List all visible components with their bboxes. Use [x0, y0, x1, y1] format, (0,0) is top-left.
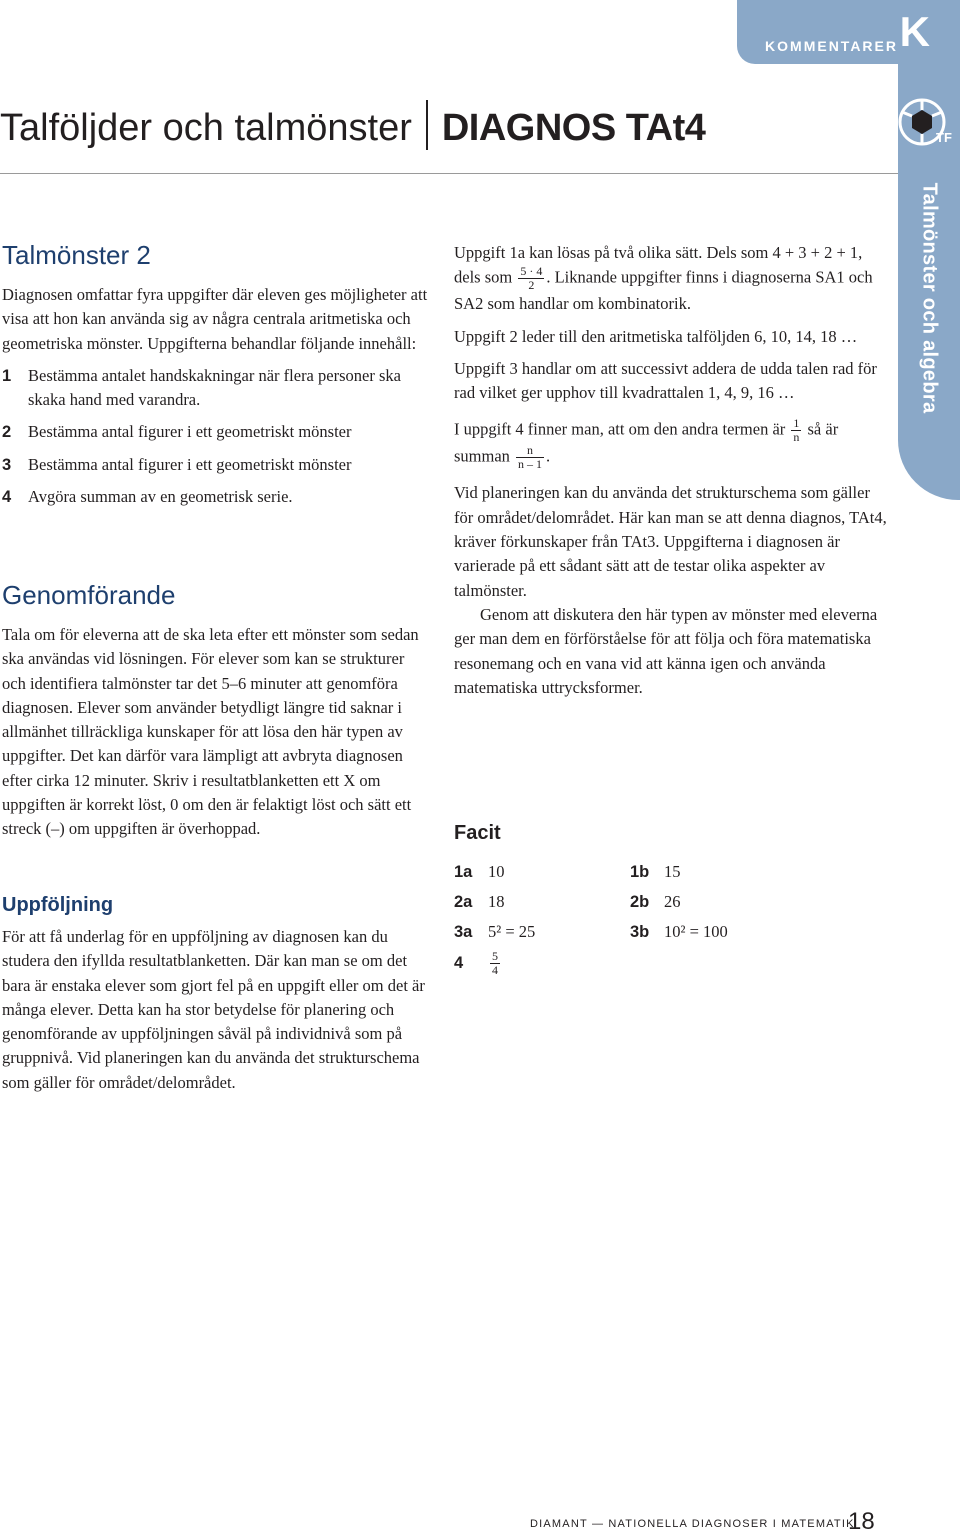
- facit-item: 1b 15: [630, 862, 681, 881]
- intro-paragraph: Diagnosen omfattar fyra uppgifter där eleven ges möjligheter att visa att hon kan använda sig av några centrala aritmetiska och geometriska mönster. Uppgifterna behandlar följande innehåll:: [2, 285, 428, 353]
- fraction: $\frac{5}{4}$: [492, 949, 498, 977]
- topic-emblem-icon: [898, 96, 950, 148]
- page-title: [0, 100, 705, 154]
- paragraph-planering: Vid planeringen kan du använda det strukturschema som gäller för området/delområdet. Här kan man se att denna diagnos, TAt4, kräver förkunskaper från TAt3. Uppgifterna i diagnosen är varierade på ett sådant sätt att de testar olika aspekter av talmönster.: [454, 483, 887, 600]
- section-genomforande: [2, 580, 432, 842]
- right-column: [454, 241, 889, 700]
- section-heading-genomforande: Genomförande: [2, 580, 176, 610]
- header-tab: [737, 0, 960, 64]
- paragraph-diskutera: Genom att diskutera den här typen av mönster med eleverna ger man dem en förförståelse för att följa och föra matematiska resonemang och en vana vid att känna igen och använda matematiska uttrycksformer.: [454, 604, 878, 697]
- fraction: $\frac{n}{n - 1}$: [518, 443, 543, 472]
- list-item: 3 Bestämma antal figurer i ett geometriskt mönster: [2, 454, 352, 474]
- facit-item: 2b 26: [630, 892, 681, 911]
- facit-heading: Facit: [454, 822, 501, 844]
- facit-item: 4 $\frac{5}{4}$: [454, 949, 498, 977]
- paragraph-uppgift4: I uppgift 4 finner man, att om den andra termen är $\frac{1}{n}$ så är summan $\frac{n}{n - 1}$ .: [454, 416, 839, 472]
- paragraph-uppgift3: Uppgift 3 handlar om att successivt addera de udda talen rad för rad vilket ger upphov till kvadrattalen 1, 4, 9, 16 …: [454, 358, 877, 403]
- section-heading-talmonster: Talmönster 2: [2, 240, 151, 270]
- title-rule: [0, 173, 900, 174]
- list-item: 2 Bestämma antal figurer i ett geometriskt mönster: [2, 422, 352, 442]
- page-title-main: Talföljder och talmönster: [0, 107, 412, 149]
- facit-item: 3a 5² = 25: [454, 922, 536, 941]
- title-divider: [426, 100, 428, 150]
- section-heading-uppfoljning: Uppföljning: [2, 894, 114, 916]
- list-item: 4 Avgöra summan av en geometrisk serie.: [2, 487, 293, 507]
- fraction: $\frac{1}{n}$: [793, 416, 800, 445]
- paragraph-uppgift2: Uppgift 2 leder till den aritmetiska talföljden 6, 10, 14, 18 …: [454, 326, 858, 346]
- genomforande-paragraph: Tala om för eleverna att de ska leta efter ett mönster som sedan ska användas vid lösningen. För elever som kan se strukturer och identifiera talmönster tar det 5–6 minuter att genomföra diagnosen. Elever som använder betydligt längre tid saknar i allmänhet tillräckliga kunskaper för att lösa den här typen av uppgifter. Det kan därför vara lämpligt att avbryta diagnosen efter cirka 12 minuter. Skriv i resultatblanketten ett X om uppgiften är korrekt löst, 0 om den är felaktigt löst och sätt ett streck (–) om uppgiften är överhoppad.: [2, 625, 419, 839]
- facit-item: 1a 10: [454, 862, 505, 881]
- list-item: 1 Bestämma antalet handskakningar när flera personer ska skaka hand med varandra.: [2, 365, 401, 410]
- footer-text: DIAMANT — NATIONELLA DIAGNOSER I MATEMATIK: [530, 1518, 855, 1530]
- uppfoljning-paragraph: För att få underlag för en uppföljning av diagnosen kan du studera den ifyllda resultatblanketten. Där kan man se om det bara är enstaka elever som gjort fel på en uppgift eller om det är många elever. Detta kan ha stor betydelse för planering och genomförande av uppföljningen såväl på individnivå som på gruppnivå. Vid planeringen kan du använda det strukturschema som gäller för området/delområdet.: [2, 927, 425, 1092]
- section-talmonster: [2, 240, 432, 509]
- fraction: $\frac{5 \cdot 4}{2}$: [520, 264, 543, 293]
- page-number: 18: [848, 1508, 875, 1535]
- page-title-code: DIAGNOS TAt4: [441, 107, 706, 149]
- side-band-label: Talmönster och algebra: [918, 182, 941, 414]
- header-tab-label: KOMMENTARER: [765, 38, 898, 54]
- facit-item: 3b 10² = 100: [630, 922, 728, 941]
- facit-item: 2a 18: [454, 892, 505, 911]
- section-uppfoljning: [2, 894, 432, 1095]
- paragraph-uppgift1: Uppgift 1a kan lösas på två olika sätt. Dels som 4 + 3 + 2 + 1, dels som $\frac{5 \cdot 4}{2}$ . Liknande uppgifter finns i diagnoserna SA1 och SA2 som handlar om kombinatorik.: [454, 243, 873, 314]
- header-tab-letter: K: [899, 8, 930, 55]
- emblem-label: TF: [936, 130, 952, 145]
- content-list: [2, 364, 432, 509]
